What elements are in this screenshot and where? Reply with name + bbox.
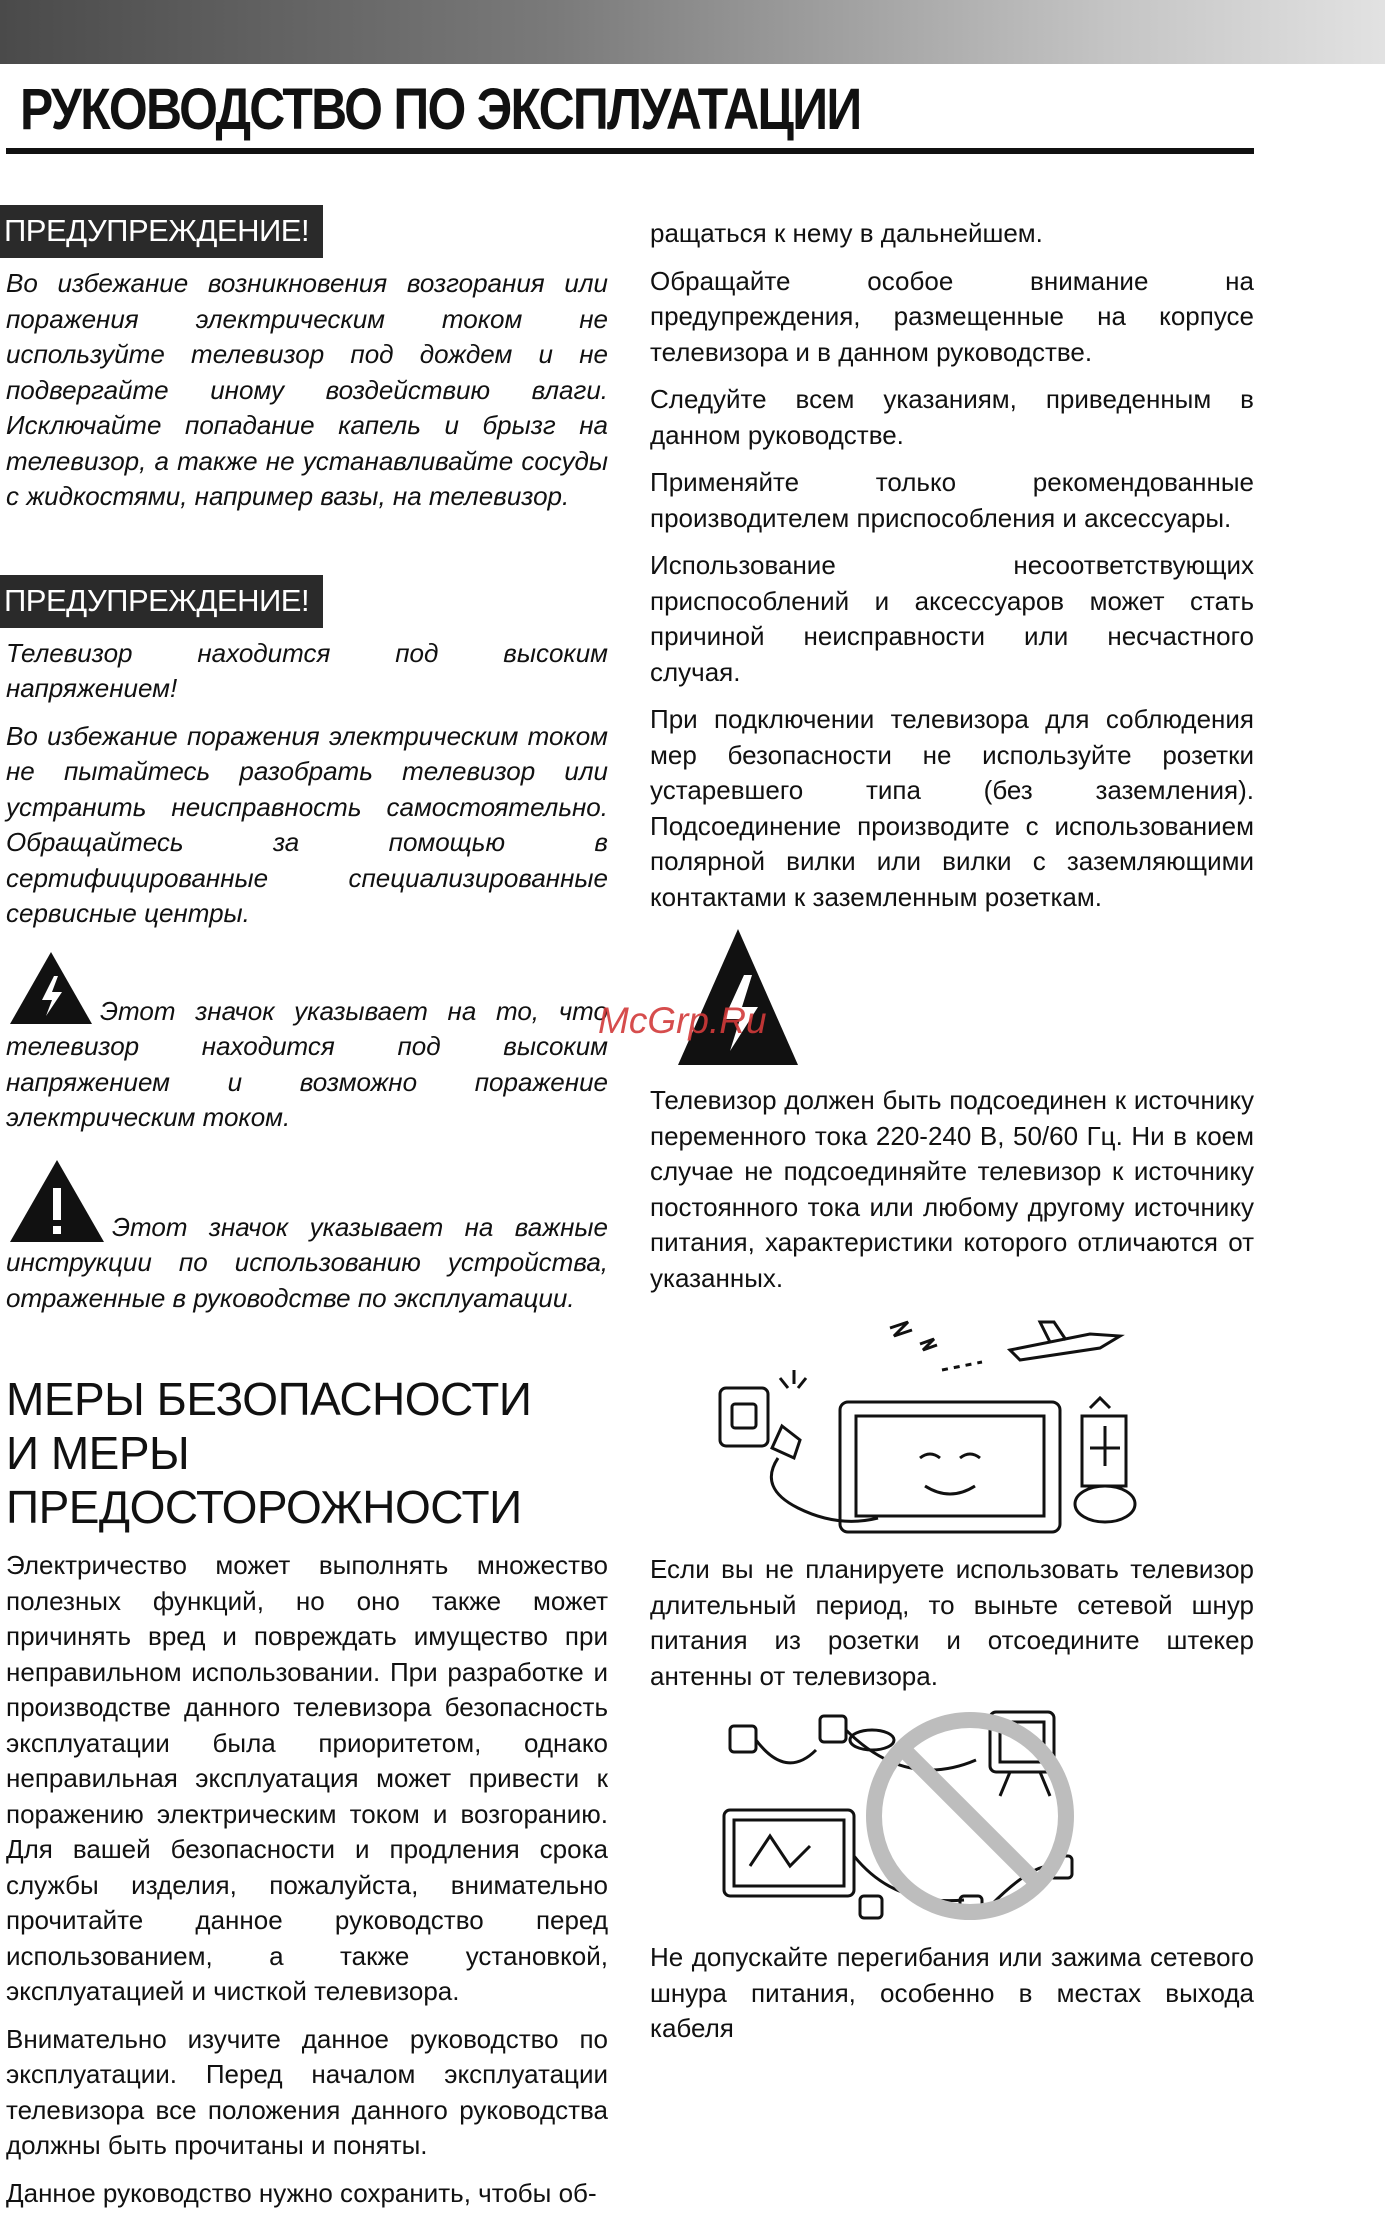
safety-title-line-2: И МЕРЫ ПРЕДОСТОРОЖНОСТИ xyxy=(6,1427,522,1533)
right-paragraph-4: Использование несоответствующих приспособлений и аксессуаров может стать причиной неисправности или несчастного случая. xyxy=(650,550,1254,687)
high-voltage-warning-icon xyxy=(676,927,800,1067)
safety-paragraph-3: Данное руководство нужно сохранить, чтобы об- xyxy=(6,2177,597,2208)
warning-text-2: Во избежание поражения электрическим током не пытайтесь разобрать телевизор или устранить неисправность самостоятельно. Обращайтесь за помощью в сертифицированные специализированные сервисные центры. xyxy=(6,720,608,928)
pinched-cord-prohibited-illustration xyxy=(710,1706,1150,1926)
exclamation-warning-icon xyxy=(8,1158,106,1244)
right-paragraph-1: Обращайте особое внимание на предупреждения, размещенные на корпусе телевизора и в данном руководстве. xyxy=(650,265,1254,367)
title-underline xyxy=(6,148,1254,154)
warning-label-1: ПРЕДУПРЕЖДЕНИЕ! xyxy=(0,205,323,258)
safety-title-line-1: МЕРЫ БЕЗОПАСНОСТИ xyxy=(6,1373,532,1425)
right-paragraph-5: При подключении телевизора для соблюдения мер безопасности не используйте розетки устаревшего типа (без заземления). Подсоединение производите с использованием полярной вилки или вилки с заземляющими контактами к заземленным розеткам. xyxy=(650,704,1254,912)
right-paragraph-7: Если вы не планируете использовать телевизор длительный период, то выньте сетевой шнур питания из розетки и отсоедините штекер антенны от телевизора. xyxy=(650,1554,1254,1691)
unplug-tv-illustration xyxy=(710,1308,1150,1538)
watermark-text: McGrp.Ru xyxy=(598,1000,767,1041)
warning-headline-2: Телевизор находится под высоким напряжением! xyxy=(6,637,608,703)
right-paragraph-8: Не допускайте перегибания или зажима сетевого шнура питания, особенно в местах выхода кабеля xyxy=(650,1942,1254,2043)
right-paragraph-3: Применяйте только рекомендованные производителем приспособления и аксессуары. xyxy=(650,467,1254,533)
right-column xyxy=(650,216,1254,2059)
warning-label-2: ПРЕДУПРЕЖДЕНИЕ! xyxy=(0,575,323,628)
high-voltage-note-text: Этот значок указывает на то, что телевизор находится под высоким напряжением и возможно поражение электрическим током. xyxy=(6,995,608,1132)
right-paragraph-6: Телевизор должен быть подсоединен к источнику переменного тока 220-240 В, 50/60 Гц. Ни в коем случае не подсоединяйте телевизор к источнику постоянного тока или любому другому источнику питания, характеристики которого отличаются от указанных. xyxy=(650,1085,1254,1293)
left-column xyxy=(6,205,608,2223)
safety-section-title xyxy=(6,1372,608,1534)
warning-text-1: Во избежание возникновения возгорания или поражения электрическим током не используйте телевизор под дождем и не подвергайте иному воздействию влаги. Исключайте попадание капель и брызг на телевизор, а также не устанавливайте сосуды с жидкостями, например вазы, на телевизор. xyxy=(6,268,608,511)
high-voltage-note xyxy=(6,950,608,1136)
important-note xyxy=(6,1158,608,1317)
right-paragraph-0: ращаться к нему в дальнейшем. xyxy=(650,218,1043,248)
page-title: РУКОВОДСТВО ПО ЭКСПЛУАТАЦИИ xyxy=(20,77,861,142)
header-gradient-bar xyxy=(0,0,1385,64)
right-paragraph-2: Следуйте всем указаниям, приведенным в данном руководстве. xyxy=(650,384,1254,450)
safety-paragraph-2: Внимательно изучите данное руководство по эксплуатации. Перед началом эксплуатации телевизора все положения данного руководства должны быть прочитаны и поняты. xyxy=(6,2023,608,2160)
safety-paragraph-1: Электричество может выполнять множество полезных функций, но оно также может причинять вред и повреждать имущество при неправильном использовании. При разработке и производстве данного телевизора безопасность эксплуатации была приоритетом, однако неправильная эксплуатация может привести к поражению электрическим током и возгоранию. Для вашей безопасности и продления срока службы изделия, пожалуйста, внимательно прочитайте данное руководство перед использованием, а также установкой, эксплуатацией и чисткой телевизора. xyxy=(6,1550,608,2006)
high-voltage-warning-icon xyxy=(8,950,94,1026)
important-note-text: Этот значок указывает на важные инструкции по использованию устройства, отраженные в руководстве по эксплуатации. xyxy=(6,1211,608,1313)
